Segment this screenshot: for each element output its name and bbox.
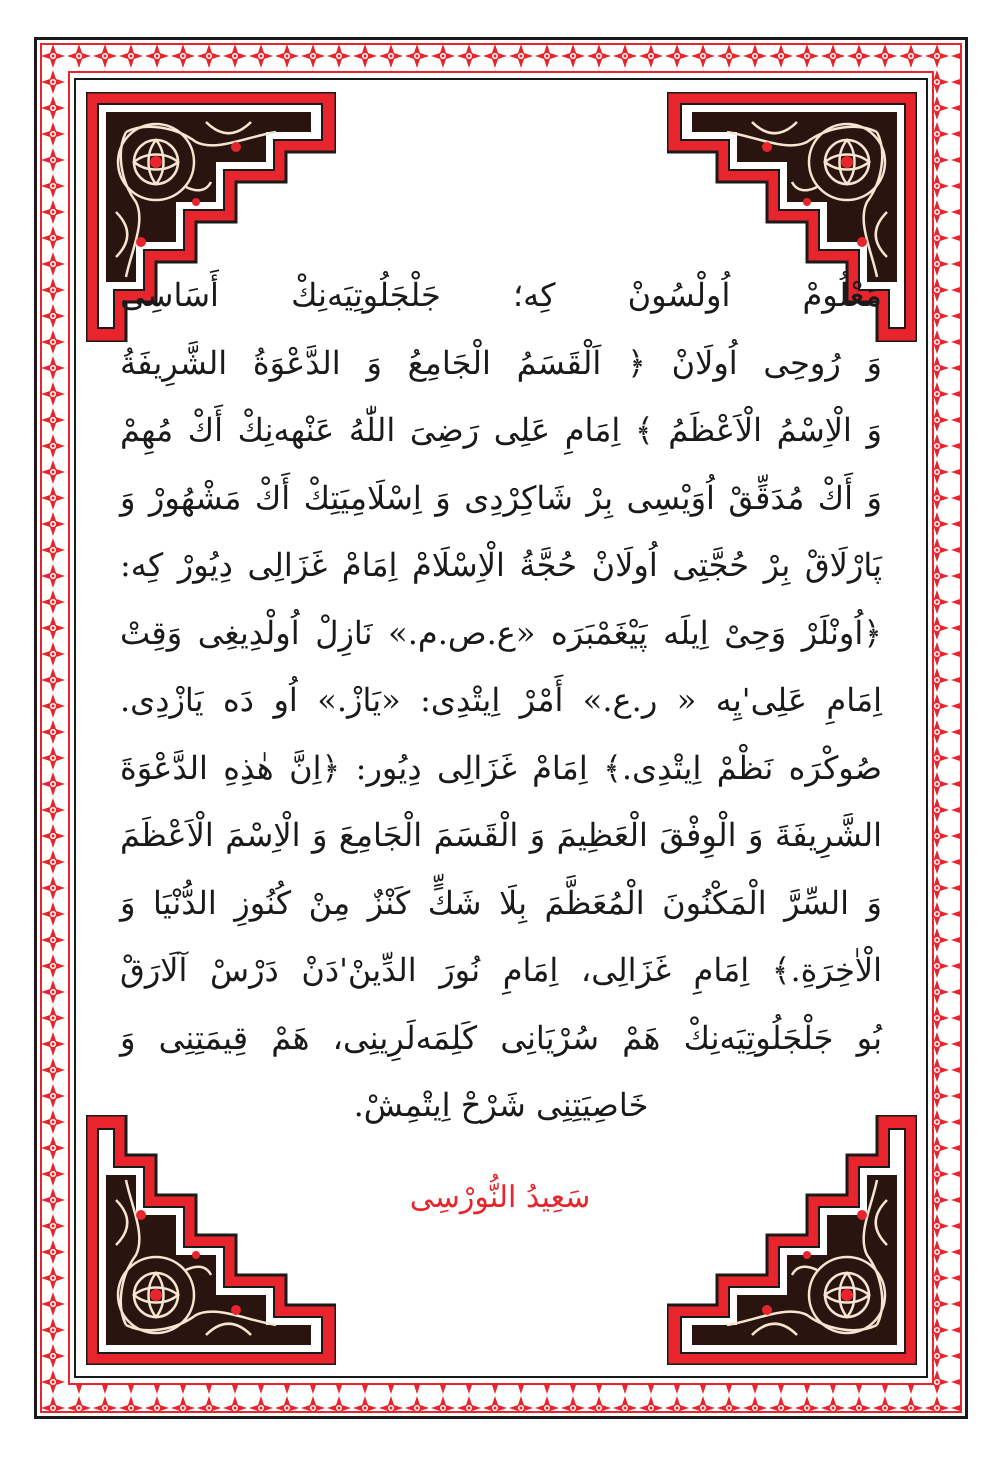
text-line: وَ أَكْ مُدَقِّقْ اُوَيْسِى بِرْ شَاكِرْدِى وَ اِسْلَامِيَتِكْ أَكْ مَشْهُورْ وَ bbox=[120, 478, 882, 517]
text-line: مَعْلُومْ اُولْسُونْ كِه؛ جَلْجَلُوتِيَه‌نِكْ أَسَاسِى bbox=[120, 276, 882, 314]
text-line: الشَّرِيفَةَ وَ الْوِفْقَ الْعَظِيمَ وَ الْقَسَمَ الْجَامِعَ وَ الْاِسْمَ الْاَعْظَمَ bbox=[120, 816, 882, 854]
text-line: ﴿اُونْلَرْ وَحِىْ اِيلَه پَيْغَمْبَرَه «ع.ص.م.» نَازِلْ اُولْدِيغِى وَقِتْ bbox=[120, 613, 882, 652]
text-line: خَاصِيَتِنِى شَرْحْ اِيتْمِشْ. bbox=[353, 1086, 649, 1124]
text-line: الْاٰخِرَةِ.﴾ اِمَامِ غَزَالِى، اِمَامِ نُورَ الدِّينْ'دَنْ دَرْسْ آلَارَقْ bbox=[120, 951, 882, 989]
text-line: وَ الْاِسْمُ الْاَعْظَمُ ﴾ اِمَامِ عَلِى رَضِىَ اللّٰهُ عَنْهه‌نِكْ أَكْ مُهِمْ bbox=[120, 411, 883, 449]
body-text bbox=[120, 262, 882, 1140]
corner-ornament-bottom-left bbox=[86, 1115, 336, 1365]
arabesque-corner-icon bbox=[667, 1115, 917, 1365]
text-line: پَارْلَاقْ بِرْ حُجَّتِى اُولَانْ حُجَّةُ الْاِسْلَامْ اِمَامْ غَزَالِى دِيُورْ كِه: bbox=[120, 546, 882, 584]
text-line: وَ رُوحِى اُولَانْ ﴿ اَلْقَسَمُ الْجَامِعُ وَ الدَّعْوَةُ الشَّرِيفَةُ bbox=[120, 343, 882, 382]
text-line: صُوكْرَه نَظْمْ اِيتْدِى.﴾ اِمَامْ غَزَالِى دِيُور: ﴿اِنَّ هٰذِهِ الدَّعْوَةَ bbox=[120, 748, 882, 787]
corner-ornament-bottom-right bbox=[667, 1115, 917, 1365]
text-line: وَ السِّرَّ الْمَكْنُونَ الْمُعَظَّمَ بِلَا شَكٍّ كَنْزٌ مِنْ كُنُوزِ الدُّنْيَا وَ bbox=[120, 883, 882, 922]
text-line: اِمَامِ عَلِى'يِه « ر.ع.» أَمْرْ اِيتْدِى: «يَازْ.» اُو دَه يَازْدِى. bbox=[120, 681, 882, 719]
signature: سَعِيدُ النُّورْسِى bbox=[409, 1180, 591, 1215]
arabesque-corner-icon bbox=[86, 1115, 336, 1365]
text-line: بُو جَلْجَلُوتِيَه‌نِكْ هَمْ سُرْيَانِى كَلِمَه‌لَرِينِى، هَمْ قِيمَتِنِى وَ bbox=[120, 1018, 882, 1057]
